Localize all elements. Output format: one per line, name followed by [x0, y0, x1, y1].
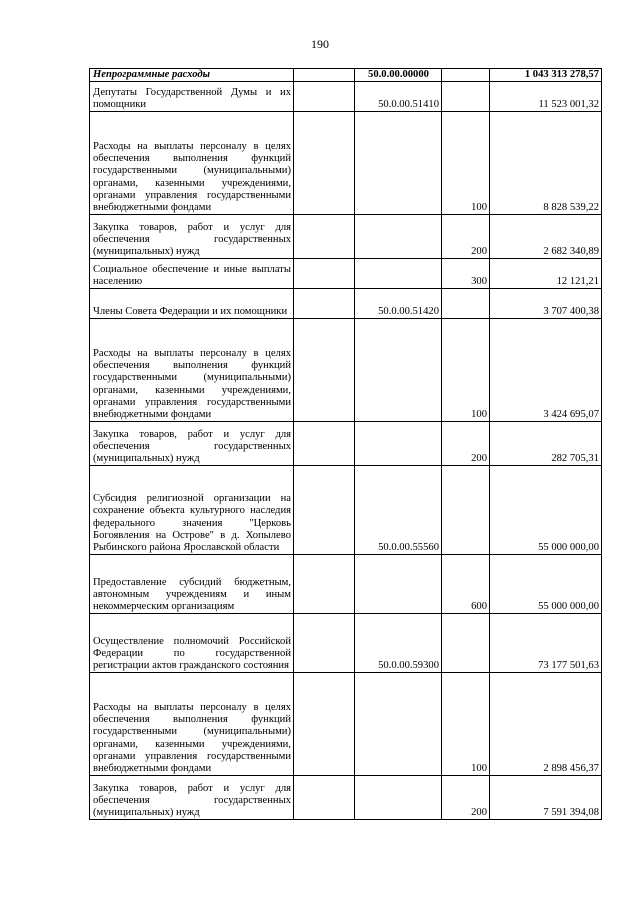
table-row — [90, 614, 602, 673]
empty-cell — [294, 319, 355, 422]
table-row — [90, 776, 602, 820]
row-name: Субсидия религиозной организации на сохранение объекта культурного наследия федерального значения "Церковь Богоявления на Острове" в д. Хопылево Рыбинского района Ярославской области — [90, 466, 294, 555]
table-row — [90, 112, 602, 215]
row-name: Закупка товаров, работ и услуг для обеспечения государственных (муниципальных) нужд — [90, 776, 294, 820]
table-row — [90, 215, 602, 259]
row-code — [355, 319, 442, 422]
row-type: 100 — [442, 673, 490, 776]
table-row — [90, 82, 602, 112]
table-row — [90, 319, 602, 422]
row-name: Предоставление субсидий бюджетным, автономным учреждениям и иным некоммерческим организациям — [90, 555, 294, 614]
empty-cell — [294, 614, 355, 673]
row-name: Расходы на выплаты персоналу в целях обеспечения выполнения функций государственными (муниципальными) органами, казенными учреждениями, органами управления государственными внебюджетными фондами — [90, 319, 294, 422]
row-name: Закупка товаров, работ и услуг для обеспечения государственных (муниципальных) нужд — [90, 422, 294, 466]
row-sum: 2 898 456,37 — [490, 673, 602, 776]
row-name: Социальное обеспечение и иные выплаты населению — [90, 259, 294, 289]
empty-cell — [294, 259, 355, 289]
row-type: 200 — [442, 776, 490, 820]
row-name: Закупка товаров, работ и услуг для обеспечения государственных (муниципальных) нужд — [90, 215, 294, 259]
table-row — [90, 466, 602, 555]
section-code: 50.0.00.00000 — [355, 69, 442, 82]
row-type: 600 — [442, 555, 490, 614]
row-code — [355, 215, 442, 259]
row-code: 50.0.00.55560 — [355, 466, 442, 555]
row-sum: 12 121,21 — [490, 259, 602, 289]
row-type: 100 — [442, 112, 490, 215]
row-type: 200 — [442, 422, 490, 466]
empty-cell — [294, 289, 355, 319]
row-code — [355, 422, 442, 466]
row-name: Расходы на выплаты персоналу в целях обеспечения выполнения функций государственными (муниципальными) органами, казенными учреждениями, органами управления государственными внебюджетными фондами — [90, 673, 294, 776]
empty-cell — [294, 422, 355, 466]
row-name: Депутаты Государственной Думы и их помощники — [90, 82, 294, 112]
row-code — [355, 112, 442, 215]
empty-cell — [294, 69, 355, 82]
table-row — [90, 422, 602, 466]
row-name: Осуществление полномочий Российской Федерации по государственной регистрации актов гражданского состояния — [90, 614, 294, 673]
row-type — [442, 466, 490, 555]
row-code — [355, 555, 442, 614]
row-sum: 73 177 501,63 — [490, 614, 602, 673]
row-sum: 8 828 539,22 — [490, 112, 602, 215]
row-type: 200 — [442, 215, 490, 259]
empty-cell — [294, 112, 355, 215]
row-sum: 3 707 400,38 — [490, 289, 602, 319]
table-row — [90, 673, 602, 776]
empty-cell — [294, 555, 355, 614]
section-type — [442, 69, 490, 82]
row-sum: 2 682 340,89 — [490, 215, 602, 259]
page-number: 190 — [311, 37, 329, 51]
table-row — [90, 289, 602, 319]
budget-table — [89, 68, 602, 820]
empty-cell — [294, 215, 355, 259]
row-name: Члены Совета Федерации и их помощники — [90, 289, 294, 319]
row-code: 50.0.00.59300 — [355, 614, 442, 673]
row-code: 50.0.00.51420 — [355, 289, 442, 319]
row-type — [442, 614, 490, 673]
row-type — [442, 289, 490, 319]
row-code — [355, 673, 442, 776]
row-sum: 11 523 001,32 — [490, 82, 602, 112]
table-header-row — [90, 69, 602, 82]
section-title: Непрограммные расходы — [90, 69, 294, 82]
row-sum: 55 000 000,00 — [490, 555, 602, 614]
table-row — [90, 259, 602, 289]
row-sum: 7 591 394,08 — [490, 776, 602, 820]
row-name: Расходы на выплаты персоналу в целях обеспечения выполнения функций государственными (муниципальными) органами, казенными учреждениями, органами управления государственными внебюджетными фондами — [90, 112, 294, 215]
row-sum: 282 705,31 — [490, 422, 602, 466]
table-row — [90, 555, 602, 614]
empty-cell — [294, 82, 355, 112]
row-code: 50.0.00.51410 — [355, 82, 442, 112]
empty-cell — [294, 466, 355, 555]
row-sum: 55 000 000,00 — [490, 466, 602, 555]
row-sum: 3 424 695,07 — [490, 319, 602, 422]
row-code — [355, 776, 442, 820]
empty-cell — [294, 673, 355, 776]
row-type: 300 — [442, 259, 490, 289]
row-type: 100 — [442, 319, 490, 422]
empty-cell — [294, 776, 355, 820]
row-type — [442, 82, 490, 112]
row-code — [355, 259, 442, 289]
section-sum: 1 043 313 278,57 — [490, 69, 602, 82]
